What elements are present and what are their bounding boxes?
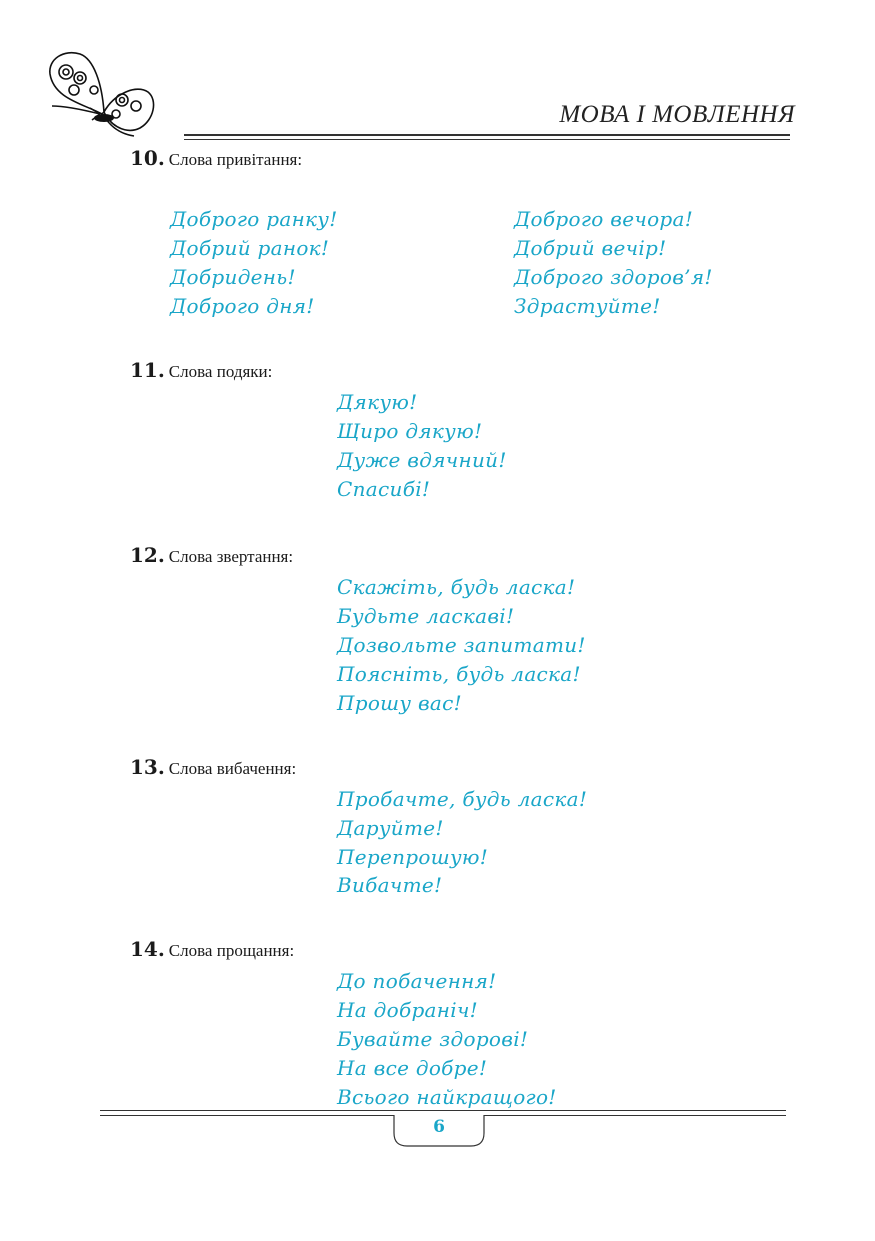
phrase: Добридень! xyxy=(170,265,296,289)
section-heading xyxy=(130,146,302,170)
section-heading xyxy=(130,358,272,382)
phrase: На добраніч! xyxy=(337,998,479,1022)
phrase: Пробачте, будь ласка! xyxy=(337,787,588,811)
phrase: Дуже вдячний! xyxy=(337,448,507,472)
phrase: Будьте ласкаві! xyxy=(337,604,515,628)
section-number: 12. xyxy=(130,543,165,567)
section-title: Слова вибачення: xyxy=(168,759,297,778)
phrase: Дякую! xyxy=(337,390,418,414)
section-number: 11. xyxy=(130,358,165,382)
phrase: Всього найкращого! xyxy=(337,1085,557,1109)
phrase: Доброго ранку! xyxy=(170,207,338,231)
phrase: Поясніть, будь ласка! xyxy=(337,662,581,686)
phrase: Добрий вечір! xyxy=(514,236,667,260)
running-title: МОВА І МОВЛЕННЯ xyxy=(559,101,795,128)
section-number: 13. xyxy=(130,755,165,779)
header-rule xyxy=(184,134,790,136)
phrase: Бувайте здорові! xyxy=(337,1027,529,1051)
phrase: До побачення! xyxy=(337,969,497,993)
section-heading xyxy=(130,755,296,779)
phrase: Спасибі! xyxy=(337,477,431,501)
footer-rule xyxy=(100,1110,786,1111)
section-heading xyxy=(130,937,294,961)
section-title: Слова звертання: xyxy=(168,547,294,566)
section-number: 14. xyxy=(130,937,165,961)
phrase: Добрий ранок! xyxy=(170,236,330,260)
section-number: 10. xyxy=(130,146,165,170)
butterfly-icon xyxy=(44,44,160,142)
phrase: Дозвольте запитати! xyxy=(337,633,586,657)
phrase: На все добре! xyxy=(337,1056,488,1080)
page-number: 6 xyxy=(433,1117,445,1137)
section-title: Слова подяки: xyxy=(168,362,273,381)
phrase: Здрастуйте! xyxy=(514,294,661,318)
phrase: Перепрошую! xyxy=(337,845,489,869)
phrase: Прошу вас! xyxy=(337,691,462,715)
phrase: Вибачте! xyxy=(337,873,443,897)
phrase: Доброго вечора! xyxy=(514,207,694,231)
section-heading xyxy=(130,543,293,567)
phrase: Скажіть, будь ласка! xyxy=(337,575,576,599)
header-rule-thin xyxy=(184,139,790,140)
phrase: Доброго дня! xyxy=(170,294,315,318)
phrase: Даруйте! xyxy=(337,816,444,840)
section-title: Слова привітання: xyxy=(168,150,303,169)
section-title: Слова прощання: xyxy=(168,941,295,960)
phrase: Доброго здоров’я! xyxy=(514,265,713,289)
phrase: Щиро дякую! xyxy=(337,419,483,443)
